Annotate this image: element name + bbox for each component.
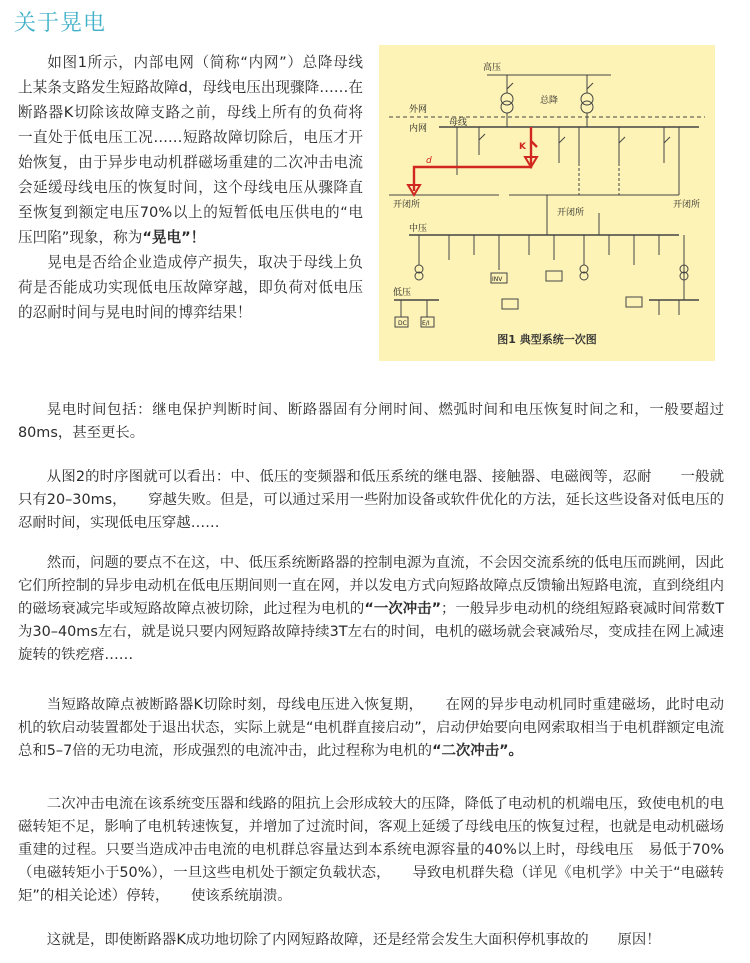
body-p3-part-a: 然而，问题的要点不在这，中、低压系统断路器的控制电源为直流，不会因交流系统的低电压而跳闸，因此它们所控制的异步电动机在低电压期间则一直在网，并以发电方式向短路故障点反馈输出短路电流，直到绕组内的磁场衰减完毕或短路故障点被切除，此过程为电机的 — [18, 555, 724, 617]
label-high-voltage: 高压 — [483, 63, 502, 73]
label-inverter: INV — [492, 276, 503, 283]
intro-paragraph-2: 晃电是否给企业造成停产损失，取决于母线上负荷是否能成功实现低电压故障穿越，即负荷对低电压的忍耐时间与晃电时间的博弈结果！ — [18, 254, 363, 321]
label-low-voltage: 低压 — [393, 288, 412, 298]
body-p3-term: “一次冲击” — [364, 601, 442, 617]
label-ac-source: E/I — [422, 320, 430, 327]
body-p2-text: 从图2的时序图就可以看出：中、低压的变频器和低压系统的继电器、接触器、电磁阀等，忍耐 一般就只有20–30ms， 穿越失败。但是，可以通过采用一些附加设备或软件优化的方法，延长这些设备对低电压的忍耐时间，实现低电压穿越…… — [18, 469, 724, 531]
body-paragraph-5 — [18, 793, 724, 908]
body-paragraph-4 — [18, 694, 724, 763]
body-p4-text — [18, 694, 724, 763]
label-switchgear-right: 开闭所 — [673, 200, 701, 210]
intro-paragraph-1 — [18, 50, 363, 250]
label-switchgear-left: 开闭所 — [393, 200, 421, 210]
body-p4-part-a: 当短路故障点被断路器K切除时刻，母线电压进入恢复期， 在网的异步电动机同时重建磁场，此时电动机的软启动装置都处于退出状态，实际上就是“电机群直接启动”，启动伊始要向电网索取相当于电机群额定电流总和5–7倍的无功电流，形成强烈的电流冲击，此过程称为电机的 — [18, 697, 724, 759]
single-line-diagram — [379, 45, 715, 361]
body-p6-text: 这就是，即使断路器K成功地切除了内网短路故障，还是经常会发生大面积停机事故的 原因！ — [46, 932, 661, 948]
label-fault-d: d — [426, 156, 432, 166]
label-breaker-k: K — [519, 142, 526, 152]
label-dc: DC — [398, 320, 407, 327]
page-title: 关于晃电 — [14, 11, 107, 36]
label-internal-grid: 内网 — [409, 124, 428, 134]
body-p3-text — [18, 552, 724, 667]
intro-text — [18, 50, 363, 325]
body-p1-text: 晃电时间包括：继电保护判断时间、断路器固有分闸时间、燃弧时间和电压恢复时间之和，一般要超过80ms，甚至更长。 — [18, 402, 724, 441]
figure-caption: 图1 典型系统一次图 — [497, 333, 597, 346]
system-diagram-figure — [379, 45, 715, 361]
intro-p1-term: “晃电”！ — [142, 229, 206, 246]
body-paragraph-6 — [18, 929, 724, 952]
label-main-step-down: 总降 — [540, 96, 559, 106]
body-p4-term: “二次冲击”。 — [432, 743, 523, 759]
body-paragraph-2 — [18, 466, 724, 535]
body-paragraph-1 — [18, 399, 724, 445]
body-p3-part-b: ；一般异步电动机的绕组短路衰减时间常数T为30–40ms左右，就是说只要内网短路故障持续3T左右的时间，电机的磁场就会衰减殆尽，变成挂在网上减速旋转的铁疙瘩…… — [18, 601, 724, 663]
body-p5-text: 二次冲击电流在该系统变压器和线路的阻抗上会形成较大的压降，降低了电动机的机端电压，致使电机的电磁转矩不足，影响了电机转速恢复，并增加了过流时间，客观上延缓了母线电压的恢复过程，也就是电动机磁场重建的过程。只要当造成冲击电流的电机群总容量达到本系统电源容量的40%以上时，母线电压 易低于70%（电磁转矩小于50%），一旦这些电机处于额定负载状态， 导致电机群失稳（详见《电机学》中关于“电磁转矩”的相关论述）停转， 使该系统崩溃。 — [18, 796, 724, 904]
intro-p1-text: 如图1所示，内部电网（简称“内网”）总降母线上某条支路发生短路故障d，母线电压出现骤降……在断路器K切除该故障支路之前，母线上所有的负荷将一直处于低电压工况……短路故障切除后，电压才开始恢复，由于异步电动机群磁场重建的二次冲击电流会延缓母线电压的恢复时间，这个母线电压从骤降直至恢复到额定电压70%以上的短暂低电压供电的“电压凹陷”现象，称为 — [18, 54, 363, 246]
label-external-grid: 外网 — [409, 105, 428, 115]
label-busbar: 母线 — [449, 118, 468, 128]
body-paragraph-3 — [18, 552, 724, 667]
label-switchgear-mid: 开闭所 — [557, 208, 585, 218]
label-medium-voltage: 中压 — [409, 224, 428, 234]
